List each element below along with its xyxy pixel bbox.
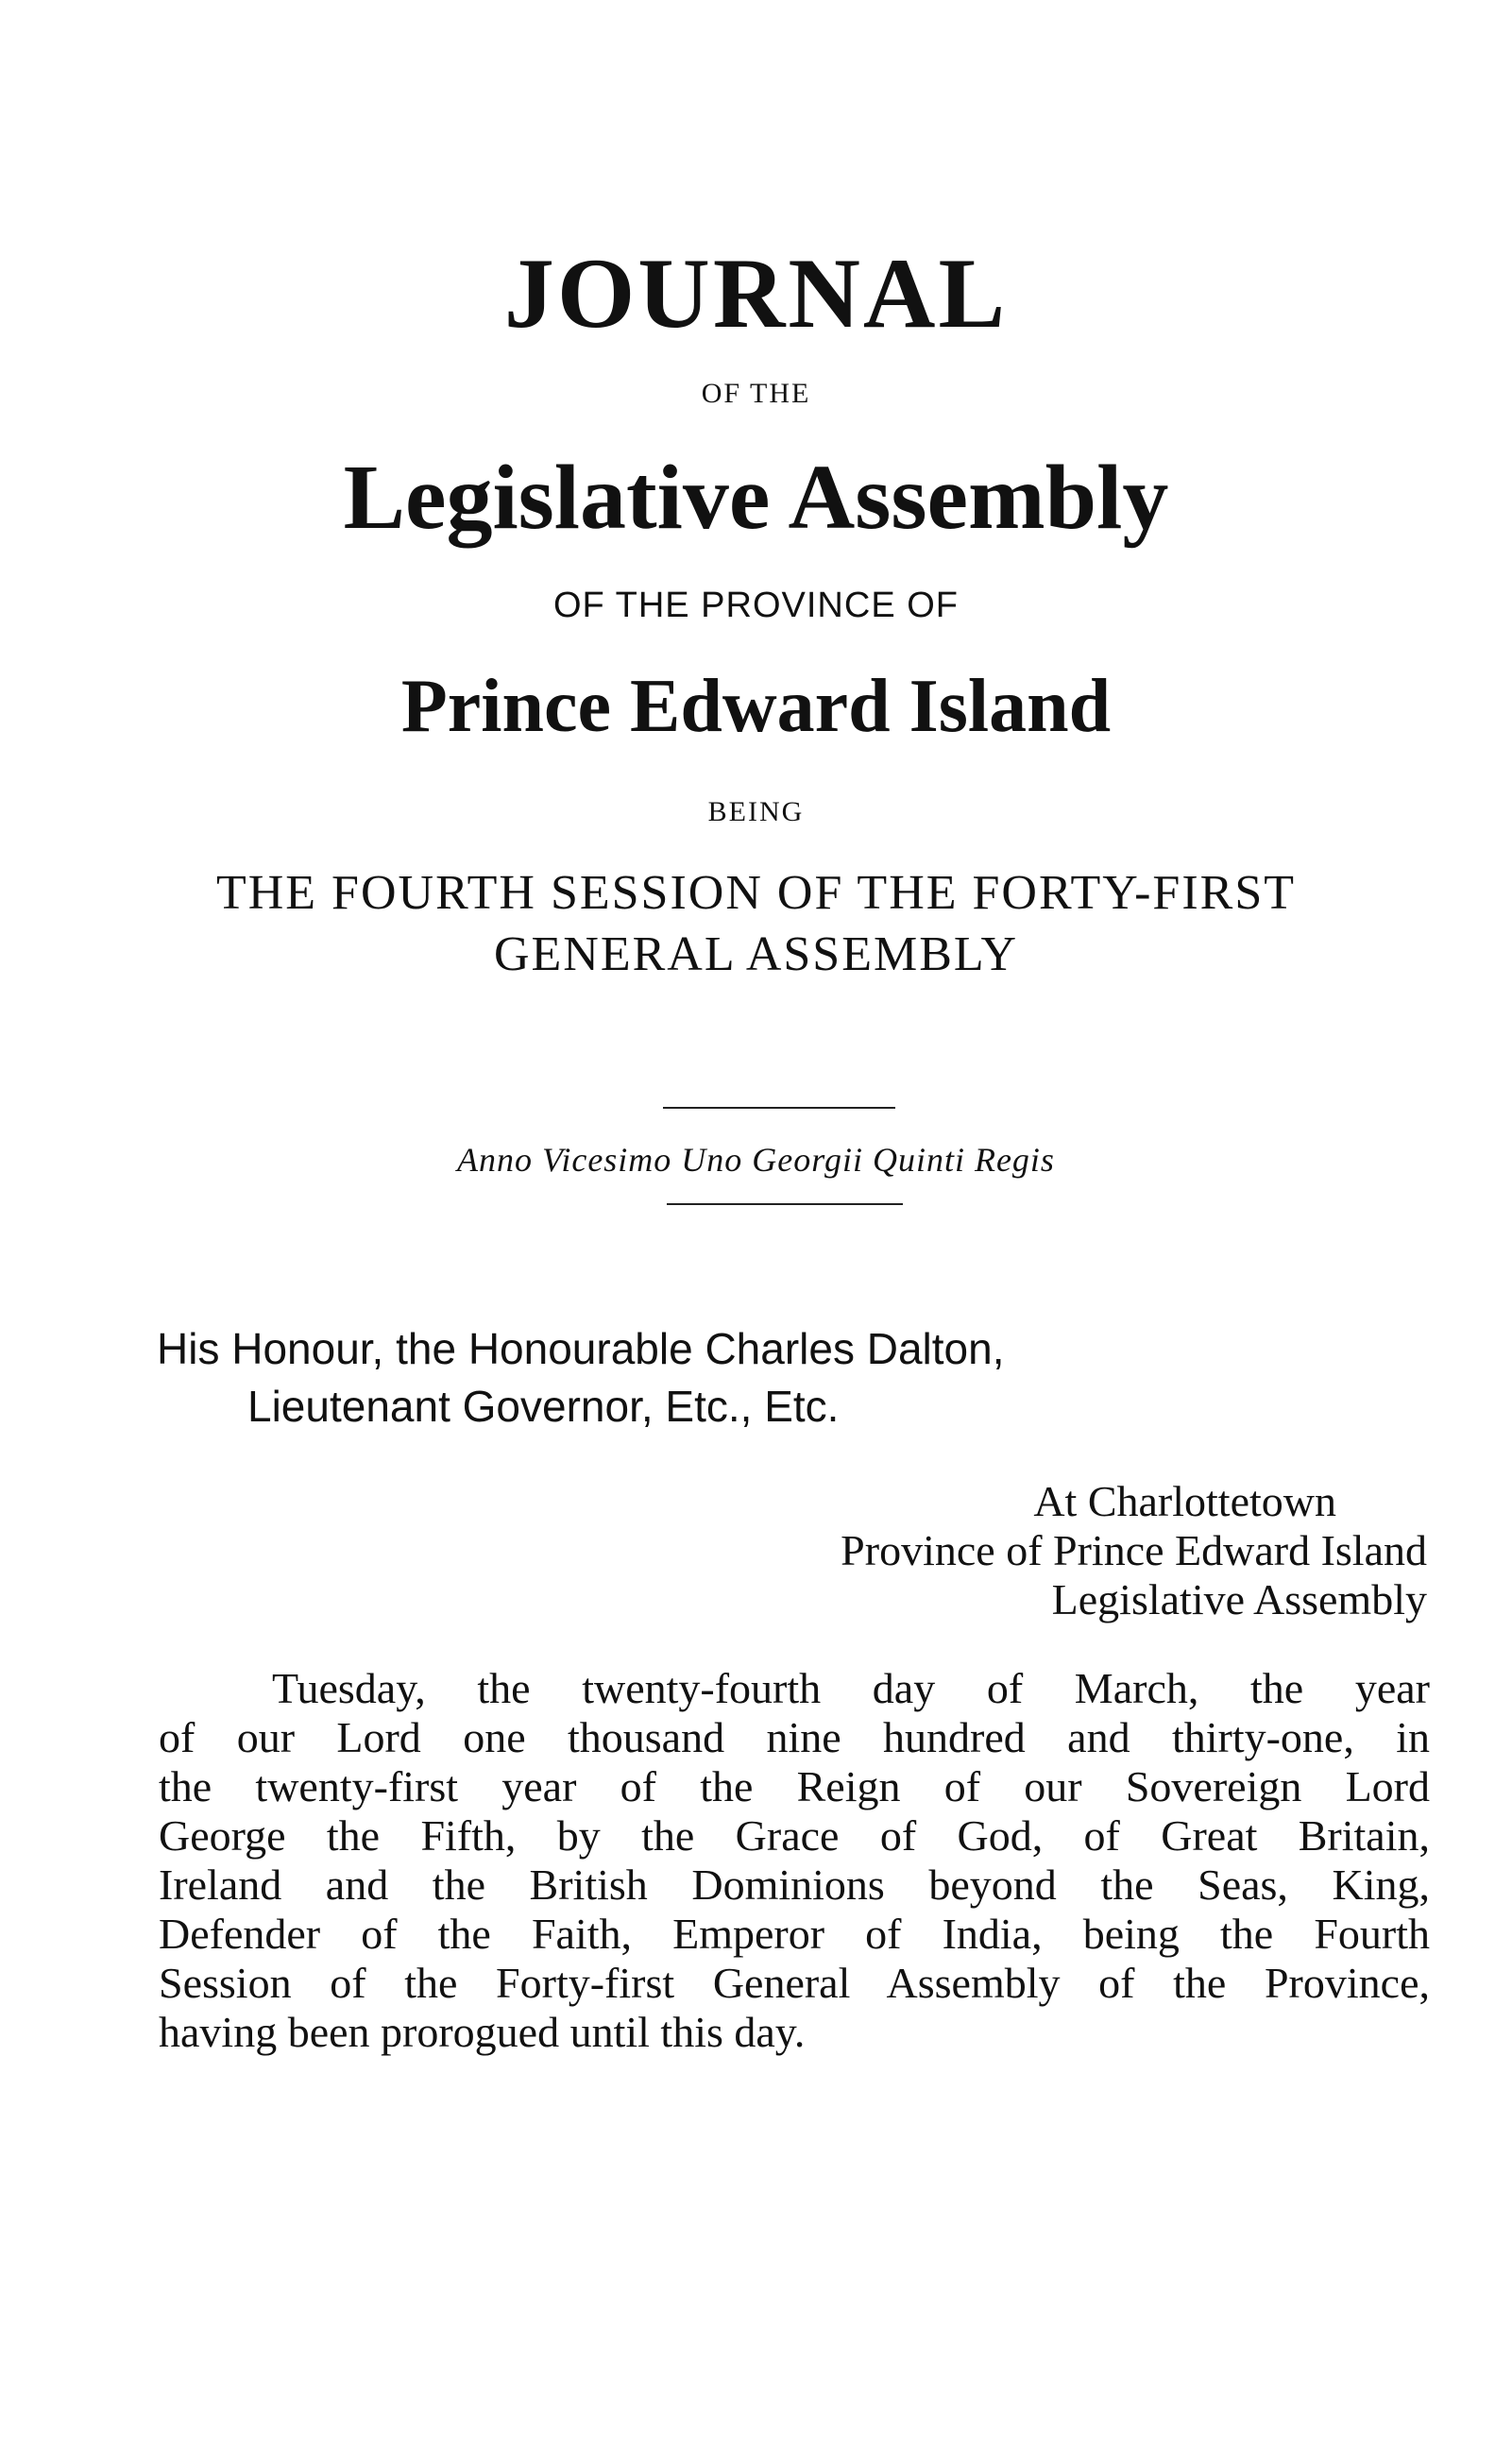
of-the-province-label: OF THE PROVINCE OF [552, 586, 959, 625]
province-title: Prince Edward Island [400, 665, 1112, 748]
body-line: Defender of the Faith, Emperor of India, being the Fourth [159, 1910, 1430, 1958]
body-line: of our Lord one thousand nine hundred and thirty-one, in [159, 1713, 1430, 1761]
body-line: having been prorogued until this day. [159, 2008, 806, 2056]
body-line: the twenty-first year of the Reign of our Sovereign Lord [159, 1762, 1430, 1810]
divider-bottom [667, 1203, 903, 1205]
body-paragraph [159, 1664, 1430, 2057]
body-line: George the Fifth, by the Grace of God, of Great Britain, [159, 1811, 1430, 1860]
assembly-title: Legislative Assembly [343, 447, 1169, 549]
session-line-2: GENERAL ASSEMBLY [493, 927, 1019, 981]
body-line: Session of the Forty-first General Assembly of the Province, [159, 1959, 1430, 2007]
journal-title: JOURNAL [503, 238, 1009, 348]
being-label: BEING [707, 796, 805, 827]
place-line-3: Legislative Assembly [1051, 1575, 1427, 1623]
divider-top [663, 1107, 895, 1109]
anno-regis-line: Anno Vicesimo Uno Georgii Quinti Regis [457, 1141, 1055, 1179]
place-line-1: At Charlottetown [1033, 1477, 1336, 1525]
body-line: Tuesday, the twenty-fourth day of March, the year [272, 1664, 1430, 1712]
place-line-2: Province of Prince Edward Island [841, 1526, 1427, 1574]
session-line-1: THE FOURTH SESSION OF THE FORTY-FIRST [215, 866, 1297, 920]
honour-line-1: His Honour, the Honourable Charles Dalton, [157, 1324, 1005, 1373]
honour-line-2: Lieutenant Governor, Etc., Etc. [247, 1382, 840, 1431]
of-the-label: OF THE [701, 378, 811, 409]
body-line: Ireland and the British Dominions beyond the Seas, King, [159, 1861, 1430, 1909]
